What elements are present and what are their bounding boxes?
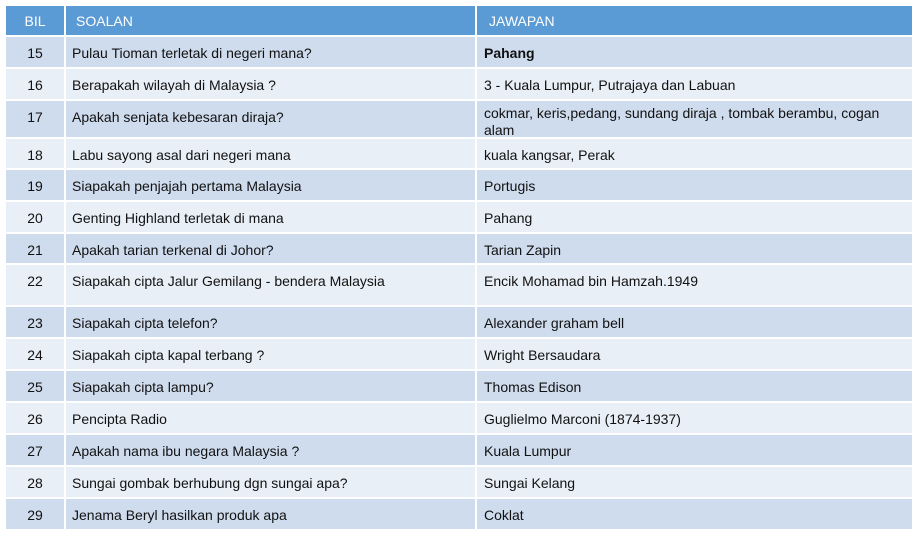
cell-bil: 17 <box>6 101 66 137</box>
cell-soalan: Genting Highland terletak di mana <box>66 202 477 232</box>
cell-soalan: Labu sayong asal dari negeri mana <box>66 139 477 168</box>
table-row <box>6 403 912 435</box>
table-row <box>6 307 912 339</box>
cell-soalan: Siapakah cipta kapal terbang ? <box>66 339 477 369</box>
table-row <box>6 499 912 531</box>
cell-soalan: Siapakah cipta telefon? <box>66 307 477 337</box>
cell-bil: 25 <box>6 371 66 401</box>
table-row <box>6 37 912 69</box>
cell-bil: 29 <box>6 499 66 529</box>
cell-soalan: Apakah nama ibu negara Malaysia ? <box>66 435 477 465</box>
cell-soalan: Siapakah cipta lampu? <box>66 371 477 401</box>
table-row <box>6 435 912 467</box>
cell-jawapan: Wright Bersaudara <box>484 347 601 363</box>
cell-jawapan: Sungai Kelang <box>484 475 576 491</box>
table-header-row <box>6 6 912 37</box>
cell-jawapan: kuala kangsar, Perak <box>484 147 615 163</box>
cell-soalan: Siapakah cipta Jalur Gemilang - bendera Malaysia <box>66 265 477 305</box>
cell-bil: 28 <box>6 467 66 497</box>
qa-table <box>6 6 912 531</box>
cell-bil: 26 <box>6 403 66 433</box>
cell-soalan: Pencipta Radio <box>66 403 477 433</box>
cell-jawapan: Kuala Lumpur <box>484 443 572 459</box>
cell-bil: 18 <box>6 139 66 168</box>
table-row <box>6 69 912 101</box>
table-row <box>6 139 912 170</box>
cell-jawapan: Pahang <box>484 210 533 226</box>
header-soalan: SOALAN <box>66 6 477 35</box>
cell-jawapan: Coklat <box>484 507 524 523</box>
cell-soalan: Jenama Beryl hasilkan produk apa <box>66 499 477 529</box>
table-row <box>6 202 912 234</box>
table-row <box>6 339 912 371</box>
table-row <box>6 265 912 307</box>
table-row <box>6 170 912 202</box>
cell-bil: 23 <box>6 307 66 337</box>
cell-bil: 24 <box>6 339 66 369</box>
cell-jawapan: cokmar, keris,pedang, sundang diraja , tombak berambu, cogan alam <box>484 105 880 138</box>
table-row <box>6 234 912 265</box>
cell-jawapan: Pahang <box>484 45 535 61</box>
cell-soalan: Berapakah wilayah di Malaysia ? <box>66 69 477 99</box>
cell-jawapan: Portugis <box>484 178 536 194</box>
cell-bil: 27 <box>6 435 66 465</box>
table-row <box>6 371 912 403</box>
cell-soalan: Sungai gombak berhubung dgn sungai apa? <box>66 467 477 497</box>
cell-bil: 15 <box>6 37 66 67</box>
cell-soalan: Siapakah penjajah pertama Malaysia <box>66 170 477 200</box>
table-body <box>6 37 912 531</box>
cell-bil: 22 <box>6 265 66 305</box>
cell-jawapan: 3 - Kuala Lumpur, Putrajaya dan Labuan <box>484 77 736 93</box>
cell-jawapan: Encik Mohamad bin Hamzah.1949 <box>484 273 699 289</box>
cell-bil: 16 <box>6 69 66 99</box>
cell-jawapan: Thomas Edison <box>484 379 582 395</box>
table-row <box>6 101 912 139</box>
cell-bil: 20 <box>6 202 66 232</box>
cell-soalan: Apakah senjata kebesaran diraja? <box>66 101 477 137</box>
cell-bil: 21 <box>6 234 66 263</box>
header-bil: BIL <box>6 6 66 35</box>
table-row <box>6 467 912 499</box>
header-jawapan: JAWAPAN <box>489 13 555 29</box>
cell-bil: 19 <box>6 170 66 200</box>
cell-soalan: Apakah tarian terkenal di Johor? <box>66 234 477 263</box>
cell-jawapan: Alexander graham bell <box>484 315 625 331</box>
cell-soalan: Pulau Tioman terletak di negeri mana? <box>66 37 477 67</box>
cell-jawapan: Guglielmo Marconi (1874-1937) <box>484 411 681 427</box>
cell-jawapan: Tarian Zapin <box>484 242 562 258</box>
